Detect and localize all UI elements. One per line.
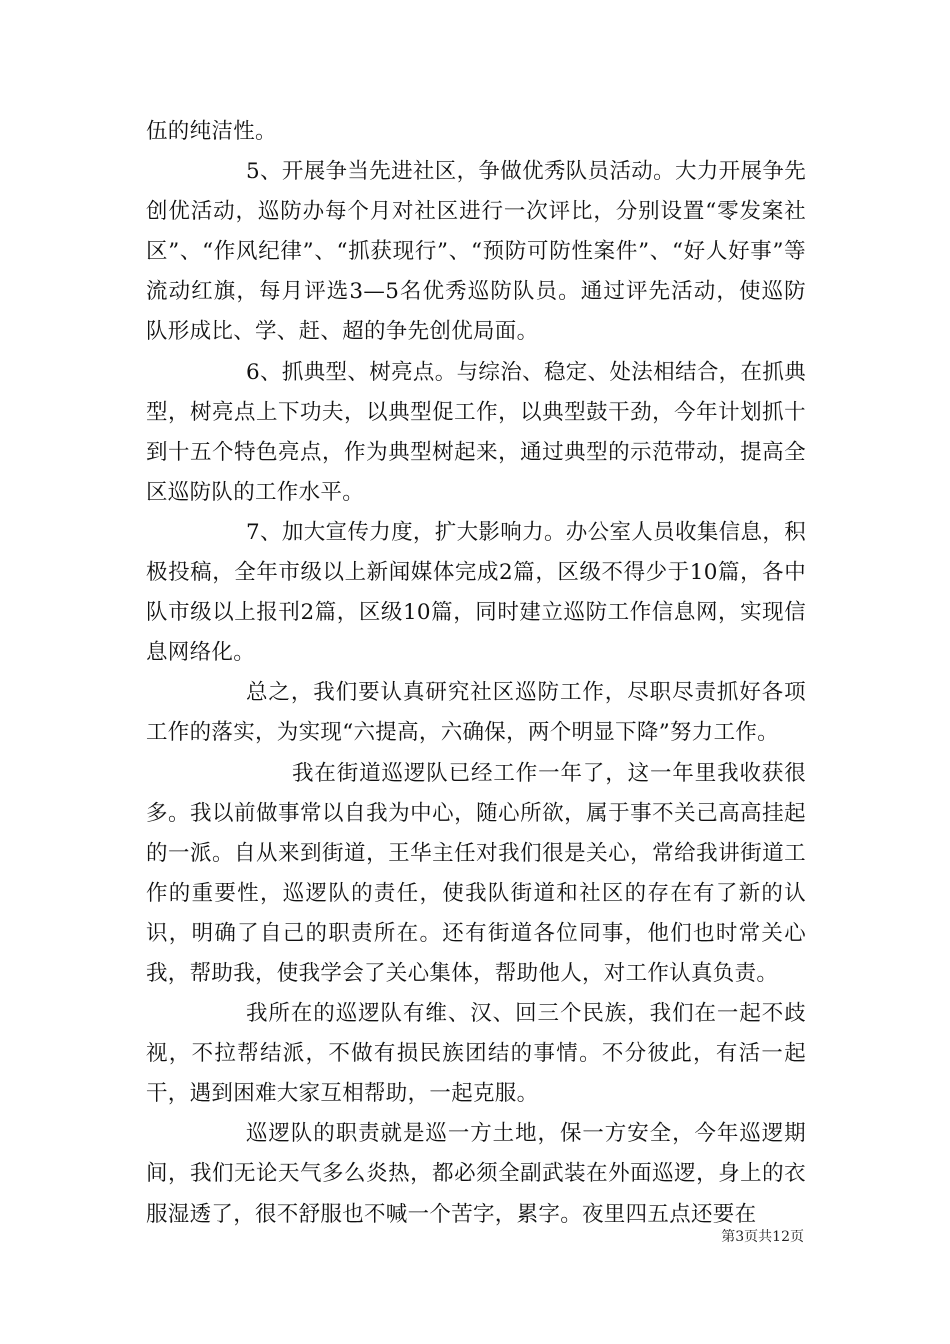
paragraph-patrol-unity: 我所在的巡逻队有维、汉、回三个民族，我们在一起不歧视，不拉帮结派，不做有损民族团结的事情。不分彼此，有活一起干，遇到困难大家互相帮助，一起克服。 [146, 1001, 806, 1107]
paragraph-item-6: 6、抓典型、树亮点。与综治、稳定、处法相结合，在抓典型，树亮点上下功夫，以典型促工作，以典型鼓干劲，今年计划抓十到十五个特色亮点，作为典型树起来，通过典型的示范带动，提高全区巡防队的工作水平。 [146, 359, 806, 505]
paragraph-conclusion: 总之，我们要认真研究社区巡防工作，尽职尽责抓好各项工作的落实，为实现“六提高，六确保，两个明显下降”努力工作。 [146, 680, 806, 746]
page-number-footer: 第3页共12页 [721, 1229, 804, 1245]
paragraph-item-5: 5、开展争当先进社区，争做优秀队员活动。大力开展争先创优活动，巡防办每个月对社区进行一次评比，分别设置“零发案社区”、“作风纪律”、“抓获现行”、“预防可防性案件”、“好人好事”等流动红旗，每月评选3—5名优秀巡防队员。通过评先活动，使巡防队形成比、学、赶、超的争先创优局面。 [146, 159, 806, 345]
paragraph-patrol-intro: 我在街道巡逻队已经工作一年了，这一年里我收获很多。我以前做事常以自我为中心，随心所欲，属于事不关己高高挂起的一派。自从来到街道，王华主任对我们很是关心，常给我讲街道工作的重要性，巡逻队的责任，使我队街道和社区的存在有了新的认识，明确了自己的职责所在。还有街道各位同事，他们也时常关心我，帮助我，使我学会了关心集体，帮助他人，对工作认真负责。 [146, 760, 806, 986]
document-body [146, 112, 806, 1235]
paragraph-continuation: 伍的纯洁性。 [146, 119, 277, 144]
paragraph-item-7: 7、加大宣传力度，扩大影响力。办公室人员收集信息，积极投稿，全年市级以上新闻媒体完成2篇，区级不得少于10篇，各中队市级以上报刊2篇，区级10篇，同时建立巡防工作信息网，实现信息网络化。 [146, 519, 806, 666]
paragraph-patrol-duty: 巡逻队的职责就是巡一方土地，保一方安全，今年巡逻期间，我们无论天气多么炎热，都必须全副武装在外面巡逻，身上的衣服湿透了，很不舒服也不喊一个苦字，累字。夜里四五点还要在 [146, 1121, 806, 1227]
